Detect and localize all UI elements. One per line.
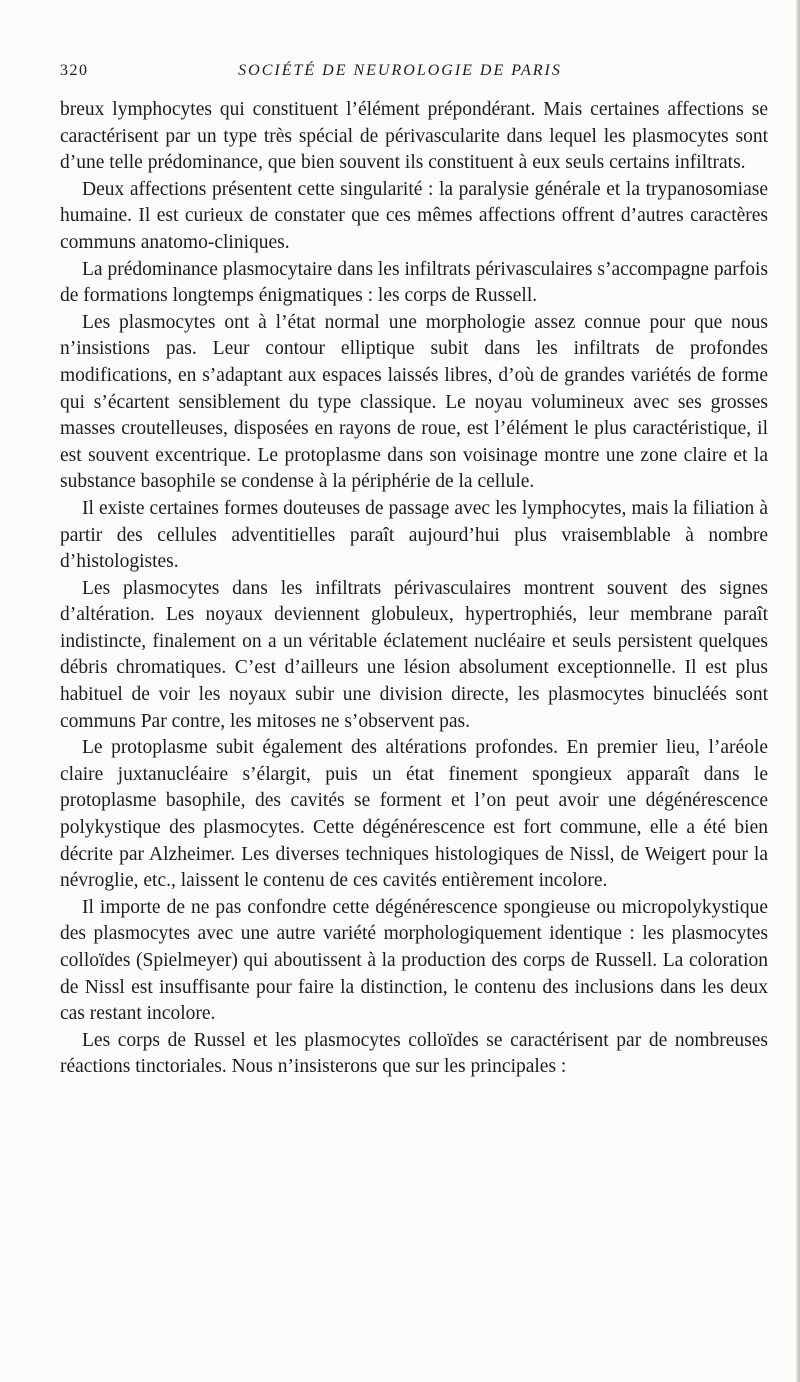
paragraph-3: La prédominance plasmocytaire dans les infiltrats périvasculaires s’accompagne parfois de formations longtemps énigmatiques : les corps de Russell. bbox=[60, 258, 768, 307]
running-head: SOCIÉTÉ DE NEUROLOGIE DE PARIS bbox=[238, 62, 562, 79]
page-header bbox=[60, 62, 740, 86]
page-edge-shadow bbox=[796, 0, 800, 1382]
paragraph-8: Il importe de ne pas confondre cette dégénérescence spongieuse ou micropolykystique des plasmocytes avec une autre variété morphologiquement identique : les plasmocytes colloïdes (Spielmeyer) qui aboutissent à la production des corps de Russell. La coloration de Nissl est insuffisante pour faire la distinction, le contenu des inclusions dans les deux cas restant incolore. bbox=[60, 896, 768, 1025]
paragraph-2: Deux affections présentent cette singularité : la paralysie générale et la trypanosomiase humaine. Il est curieux de constater que ces mêmes affections offrent d’autres caractères communs anatomo-cliniques. bbox=[60, 178, 768, 253]
paragraph-7: Le protoplasme subit également des altérations profondes. En premier lieu, l’aréole claire juxtanucléaire s’élargit, puis un état finement spongieux apparaît dans le protoplasme basophile, des cavités se forment et l’on peut avoir une dégénérescence polykystique des plasmocytes. Cette dégénérescence est fort commune, elle a été bien décrite par Alzheimer. Les diverses techniques histologiques de Nissl, de Weigert pour la névroglie, etc., laissent le contenu de ces cavités entièrement incolore. bbox=[60, 737, 768, 892]
body-text bbox=[60, 97, 768, 1081]
paragraph-5: Il existe certaines formes douteuses de passage avec les lymphocytes, mais la filiation à partir des cellules adventitielles paraît aujourd’hui plus vraisemblable à nombre d’histologistes. bbox=[60, 497, 768, 573]
paragraph-4: Les plasmocytes ont à l’état normal une morphologie assez connue pour que nous n’insistions pas. Leur contour elliptique subit dans les infiltrats de profondes modifications, en s’adaptant aux espaces laissés libres, d’où de grandes variétés de forme qui s’écartent sensiblement du type classique. Le noyau volumineux avec ses grosses masses croutelleuses, disposées en rayons de roue, est l’élément le plus caractéristique, il est souvent excentrique. Le protoplasme dans son voisinage montre une zone claire et la substance basophile se condense à la périphérie de la cellule. bbox=[60, 311, 768, 493]
page-number: 320 bbox=[60, 62, 89, 79]
paragraph-1: breux lymphocytes qui constituent l’élément prépondérant. Mais certaines affections se caractérisent par un type très spécial de périvascularite dans lequel les plasmocytes sont d’une telle prédominance, que bien souvent ils constituent à eux seuls certains infiltrats. bbox=[60, 99, 768, 174]
paragraph-9: Les corps de Russel et les plasmocytes colloïdes se caractérisent par de nombreuses réactions tinctoriales. Nous n’insisterons que sur les principales : bbox=[60, 1029, 768, 1078]
paragraph-6: Les plasmocytes dans les infiltrats périvasculaires montrent souvent des signes d’altération. Les noyaux deviennent globuleux, hypertrophiés, leur membrane paraît indistincte, finalement on a un véritable éclatement nucléaire et seuls persistent quelques débris chromatiques. C’est d’ailleurs une lésion absolument exceptionnelle. Il est plus habituel de voir les noyaux subir une division directe, les plasmocytes binucléés sont communs Par contre, les mitoses ne s’observent pas. bbox=[60, 577, 768, 732]
